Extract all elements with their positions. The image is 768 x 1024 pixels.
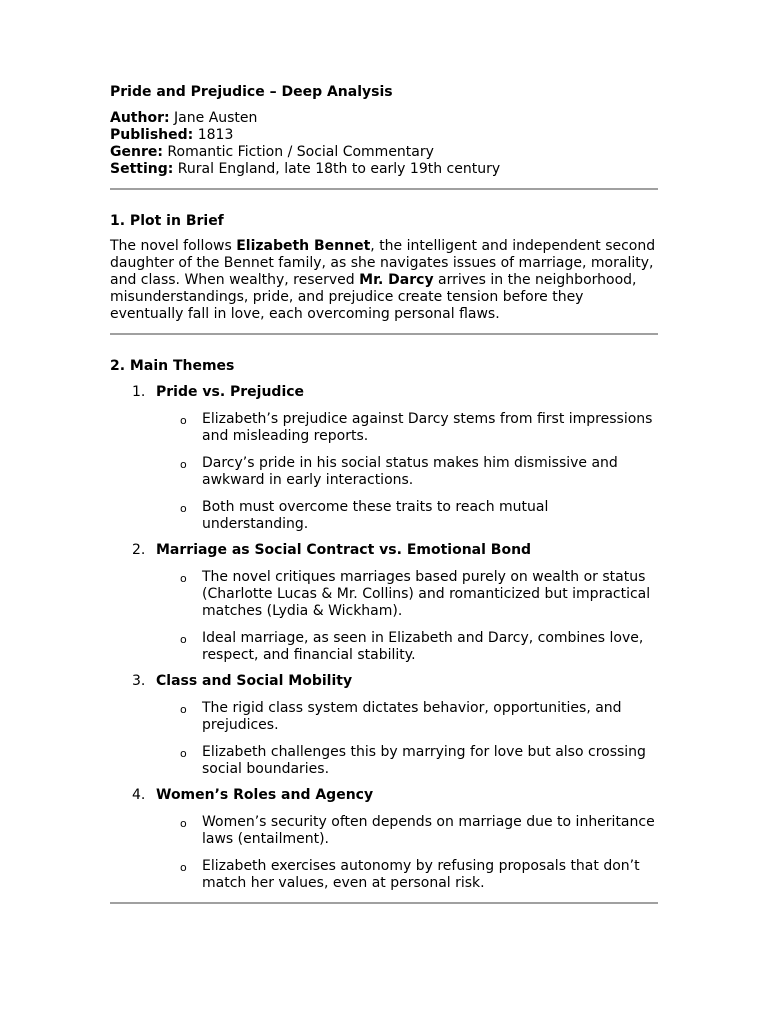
- themes-list: [110, 384, 658, 892]
- bullet-icon: o: [180, 817, 187, 830]
- section-divider: [110, 902, 658, 904]
- character-name: Elizabeth Bennet: [236, 238, 371, 254]
- theme-points: [110, 700, 658, 778]
- bullet-icon: o: [180, 703, 187, 716]
- theme-number: 1.: [132, 384, 146, 400]
- meta-published: [110, 127, 658, 144]
- bullet-icon: o: [180, 414, 187, 427]
- list-item: [110, 858, 658, 892]
- point-text: Both must overcome these traits to reach mutual understanding.: [202, 499, 549, 532]
- list-item: [110, 630, 658, 664]
- meta-author: [110, 110, 658, 127]
- list-item: [110, 411, 658, 445]
- theme-points: [110, 569, 658, 664]
- meta-value: Romantic Fiction / Social Commentary: [162, 144, 434, 160]
- theme-title: Women’s Roles and Agency: [156, 787, 374, 803]
- meta-value: Rural England, late 18th to early 19th century: [173, 161, 501, 177]
- meta-value: Jane Austen: [169, 110, 258, 126]
- theme-heading: [110, 384, 658, 401]
- section-divider: [110, 188, 658, 190]
- theme-number: 4.: [132, 787, 146, 803]
- meta-value: 1813: [193, 127, 234, 143]
- theme-number: 3.: [132, 673, 146, 689]
- theme-item: [110, 673, 658, 778]
- plot-text: , the intelligent and independent second daughter of the Bennet family, as she navigates issues of marriage, morality, and class. When wealthy, reserved: [110, 238, 656, 288]
- plot-heading: 1. Plot in Brief: [110, 213, 224, 229]
- list-item: [110, 814, 658, 848]
- list-item: [110, 499, 658, 533]
- themes-heading: 2. Main Themes: [110, 358, 235, 374]
- plot-text: The novel follows: [110, 238, 237, 254]
- list-item: [110, 569, 658, 620]
- point-text: Elizabeth’s prejudice against Darcy stems from first impressions and misleading reports.: [202, 411, 653, 444]
- meta-label: Setting:: [110, 161, 174, 177]
- point-text: Women’s security often depends on marriage due to inheritance laws (entailment).: [202, 814, 655, 847]
- bullet-icon: o: [180, 633, 187, 646]
- bullet-icon: o: [180, 502, 187, 515]
- theme-title: Pride vs. Prejudice: [156, 384, 305, 400]
- section-divider: [110, 333, 658, 335]
- plot-paragraph: [110, 238, 658, 323]
- theme-points: [110, 411, 658, 533]
- list-item: [110, 455, 658, 489]
- meta-label: Published:: [110, 127, 194, 143]
- point-text: The rigid class system dictates behavior, opportunities, and prejudices.: [202, 700, 622, 733]
- theme-number: 2.: [132, 542, 146, 558]
- theme-item: [110, 384, 658, 533]
- point-text: Darcy’s pride in his social status makes him dismissive and awkward in early interactions.: [202, 455, 618, 488]
- meta-genre: [110, 144, 658, 161]
- character-name: Mr. Darcy: [359, 272, 434, 288]
- metadata-block: [110, 110, 658, 178]
- bullet-icon: o: [180, 572, 187, 585]
- point-text: Ideal marriage, as seen in Elizabeth and Darcy, combines love, respect, and financial stability.: [202, 630, 644, 663]
- meta-setting: [110, 161, 658, 178]
- point-text: Elizabeth exercises autonomy by refusing proposals that don’t match her values, even at personal risk.: [202, 858, 640, 891]
- theme-title: Marriage as Social Contract vs. Emotional Bond: [156, 542, 532, 558]
- plot-text: arrives in the neighborhood, misunderstandings, pride, and prejudice create tension before they eventually fall in love, each overcoming personal flaws.: [110, 272, 637, 322]
- theme-item: [110, 787, 658, 892]
- document-title: Pride and Prejudice – Deep Analysis: [110, 84, 393, 100]
- list-item: [110, 700, 658, 734]
- theme-heading: [110, 787, 658, 804]
- document-page: [110, 84, 658, 904]
- theme-points: [110, 814, 658, 892]
- point-text: The novel critiques marriages based purely on wealth or status (Charlotte Lucas & Mr. Collins) and romanticized but impractical matches (Lydia & Wickham).: [202, 569, 651, 619]
- theme-heading: [110, 542, 658, 559]
- bullet-icon: o: [180, 747, 187, 760]
- bullet-icon: o: [180, 458, 187, 471]
- point-text: Elizabeth challenges this by marrying for love but also crossing social boundaries.: [202, 744, 646, 777]
- theme-item: [110, 542, 658, 664]
- meta-label: Author:: [110, 110, 170, 126]
- list-item: [110, 744, 658, 778]
- bullet-icon: o: [180, 861, 187, 874]
- theme-title: Class and Social Mobility: [156, 673, 353, 689]
- meta-label: Genre:: [110, 144, 163, 160]
- theme-heading: [110, 673, 658, 690]
